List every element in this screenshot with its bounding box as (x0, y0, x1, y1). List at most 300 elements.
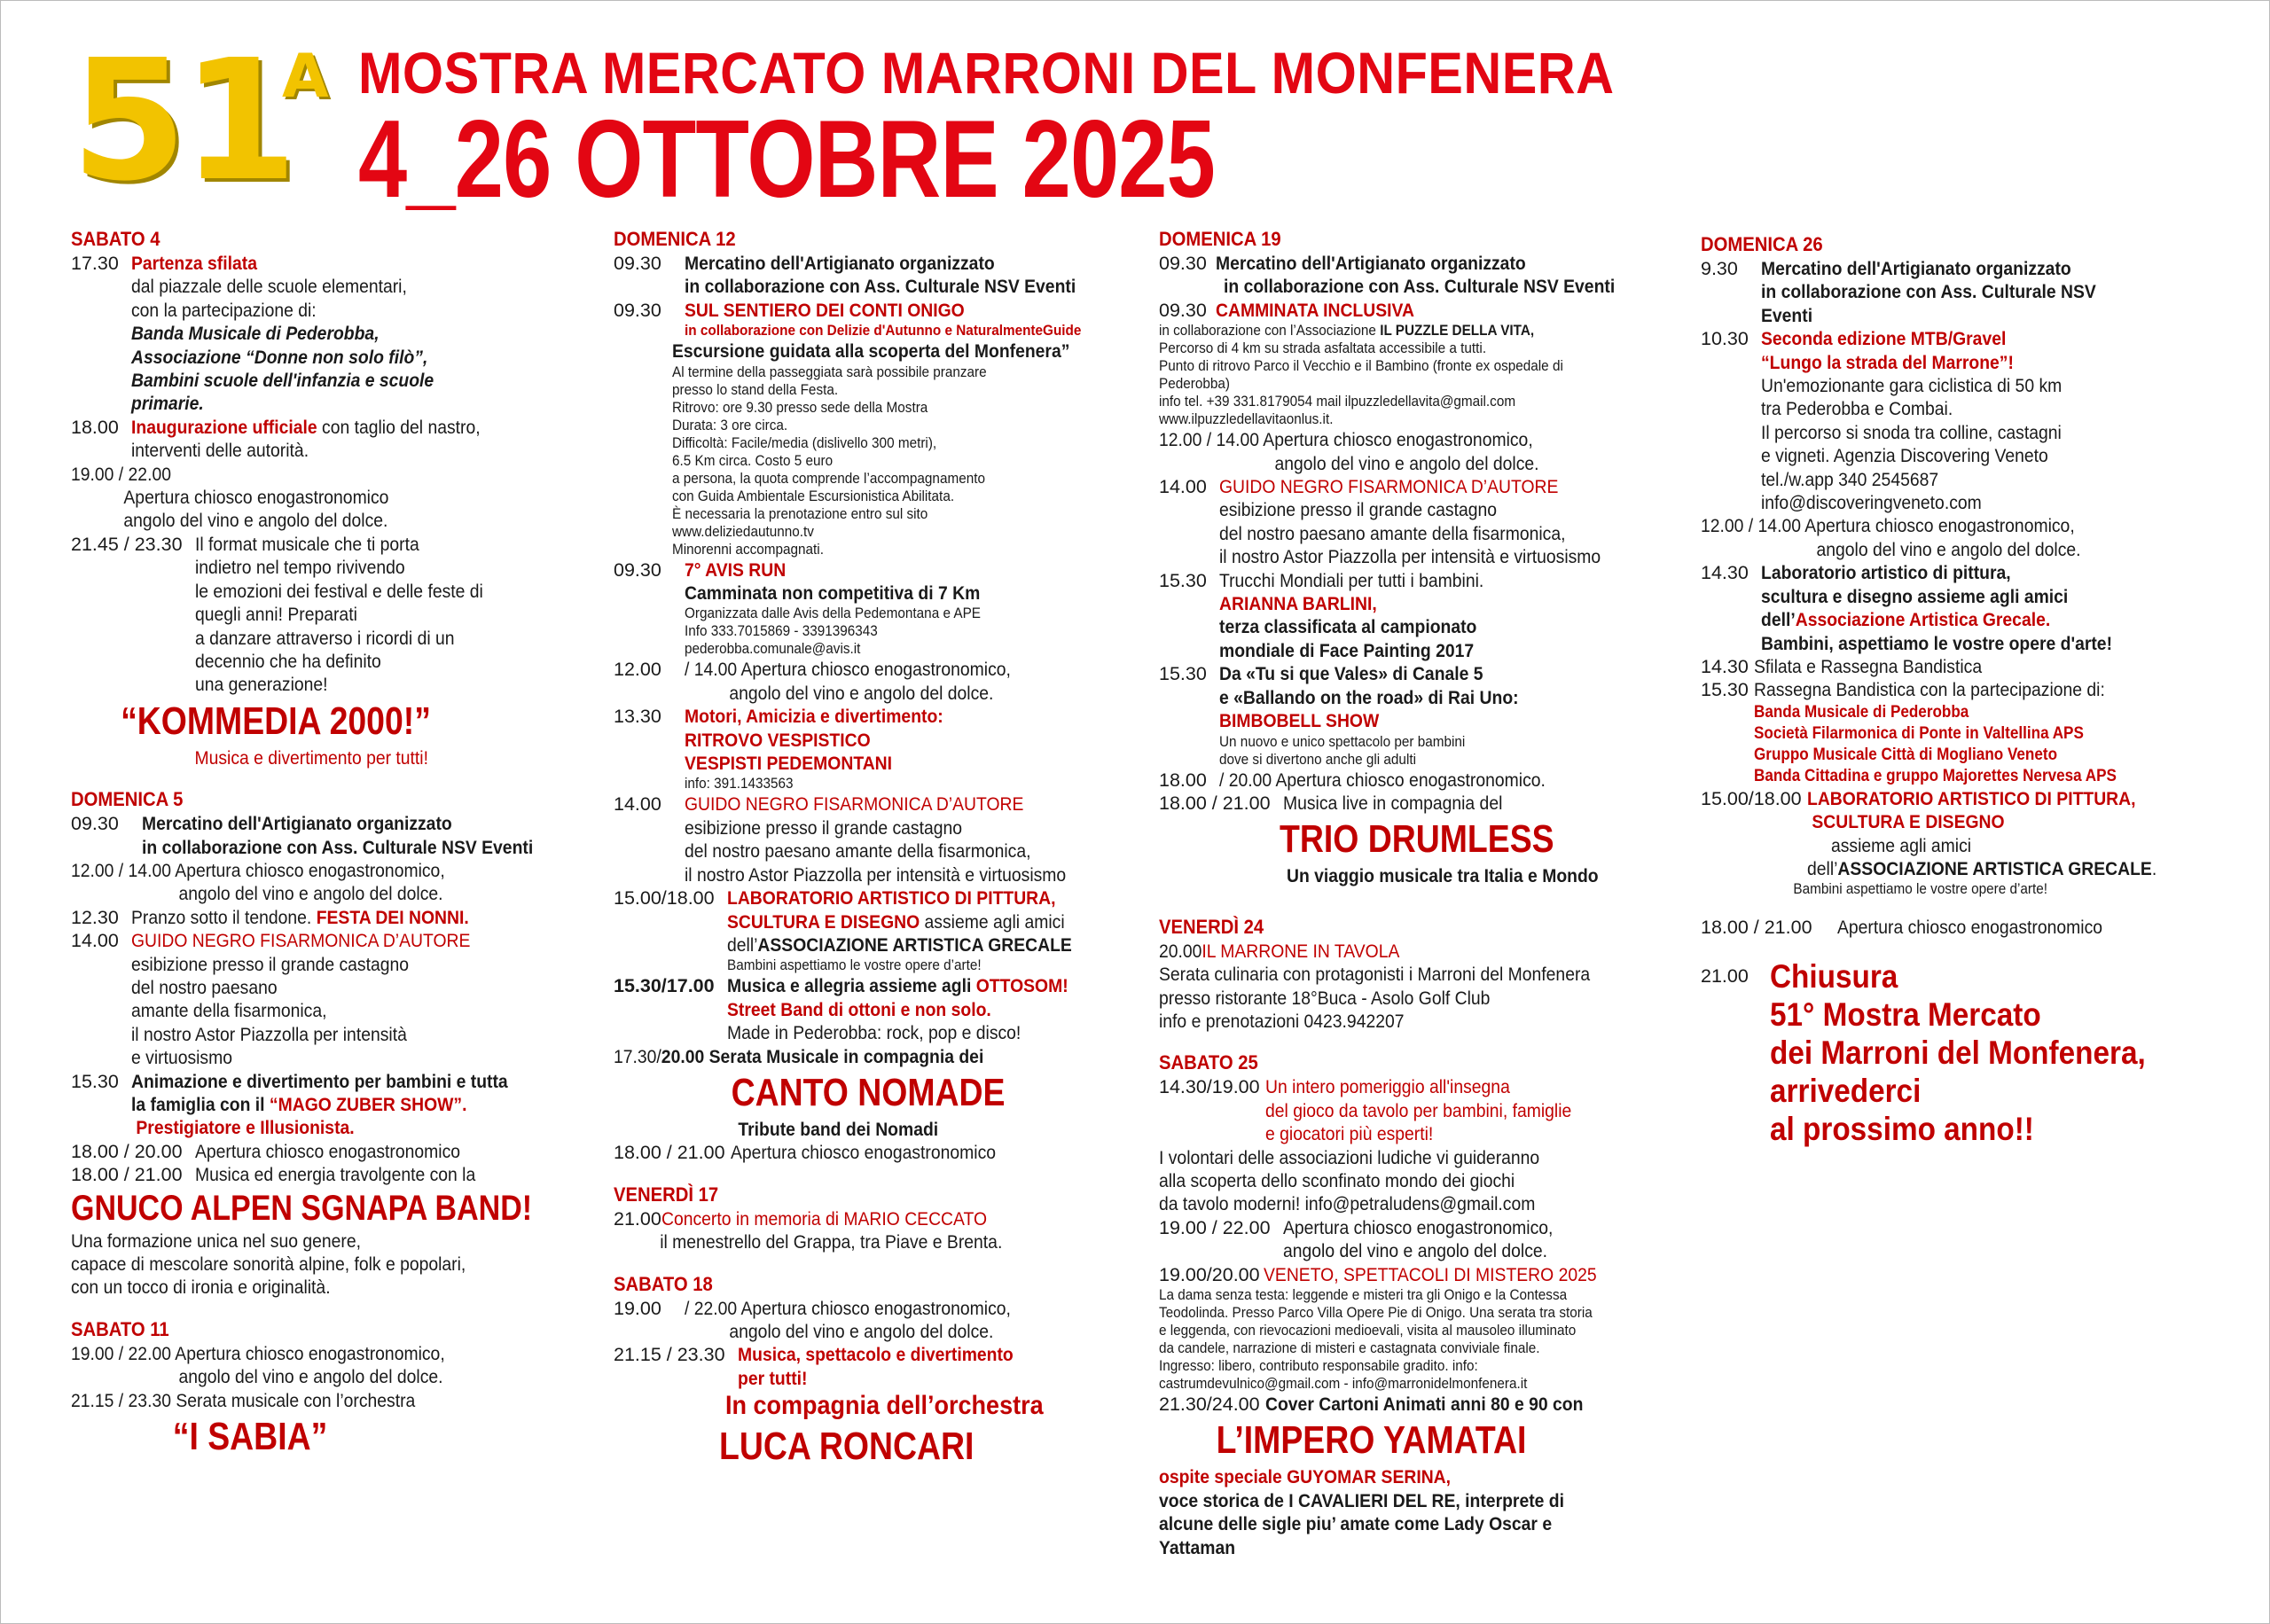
event-text: angolo del vino e angolo del dolce. (123, 510, 388, 532)
event-text: angolo del vino e angolo del dolce. (1816, 538, 2081, 560)
event-title: Seconda edizione MTB/Gravel (1761, 328, 2007, 350)
featured-act: “KOMMEDIA 2000!” (121, 699, 431, 743)
event-time: 09.30 (614, 299, 661, 321)
event-time: 15.30 (1159, 663, 1207, 685)
event-title: Partenza sfilata (130, 253, 257, 274)
event-time: 18.00 (1159, 769, 1207, 791)
event-text: castrumdevulnico@gmail.com - info@marronidelmonfenera.it (1159, 1375, 1528, 1392)
poster-header (71, 24, 2199, 221)
featured-act: CANTO NOMADE (731, 1070, 1006, 1114)
featured-act-subtitle: Musica e divertimento per tutti! (194, 746, 428, 769)
event-text: Difficoltà: Facile/media (dislivello 300 metri), (672, 433, 937, 451)
edition-number: 51 (71, 24, 293, 218)
event-title: Motori, Amicizia e divertimento: (685, 706, 943, 728)
event-text: e «Ballando on the road» di Rai Uno: (1218, 686, 1519, 708)
event-text: info: 391.1433563 (685, 775, 794, 792)
event-text: primarie. (130, 393, 204, 415)
event-time: 20.00 (1159, 940, 1202, 962)
event-text: SCULTURA E DISEGNO (1811, 811, 2005, 833)
event-text: del nostro paesano (130, 976, 278, 998)
event-title: Musica, spettacolo e divertimento (737, 1344, 1014, 1366)
event-text: esibizione presso il grande castagno (130, 953, 409, 975)
event-title: Mercatino dell'Artigianato organizzato (142, 813, 452, 835)
closing-text: Chiusura (1770, 957, 1898, 995)
event-text: “Lungo la strada del Marrone”! (1761, 351, 2014, 373)
program-event (71, 1389, 550, 1412)
event-text: assieme agli amici (919, 910, 1065, 933)
event-text: VESPISTI PEDEMONTANI (685, 753, 893, 775)
featured-act: GNUCO ALPEN SGNAPA BAND! (71, 1188, 533, 1228)
event-text: Serata Musicale in compagnia dei (708, 1045, 984, 1067)
program-event (71, 812, 550, 859)
event-text: info tel. +39 331.8179054 mail ilpuzzledellavita@gmail.com (1159, 393, 1516, 410)
event-time: 12.00 / 14.00 (1701, 515, 1801, 537)
event-text: Pranzo sotto il tendone. (130, 906, 317, 928)
event-text: ASSOCIAZIONE ARTISTICA GRECALE (1837, 857, 2152, 879)
event-text: RITROVO VESPISTICO (685, 729, 871, 751)
event-time: 12.00 / 14.00 (1159, 429, 1259, 451)
event-title: Inaugurazione ufficiale (130, 416, 317, 438)
event-text: Yattaman (1159, 1536, 1236, 1558)
event-time: 15.30 (1159, 569, 1207, 591)
program-event (614, 974, 1123, 1044)
program-event (71, 906, 550, 929)
event-text: angolo del vino e angolo del dolce. (729, 1320, 994, 1342)
event-text: una generazione! (194, 674, 328, 696)
event-text: Serata culinaria con protagonisti i Marroni del Monfenera (1159, 964, 1591, 986)
event-text: Trucchi Mondiali per tutti i bambini. (1218, 569, 1484, 591)
event-text: Percorso di 4 km su strada asfaltata accessibile a tutti. (1159, 340, 1487, 357)
band-name: Società Filarmonica di Ponte in Valtellina APS (1753, 723, 2084, 743)
program-event (1701, 327, 2197, 514)
event-time: 14.00 (614, 793, 661, 816)
event-text: con taglio del nastro, (317, 416, 481, 438)
event-title: LABORATORIO ARTISTICO DI PITTURA, (726, 887, 1056, 910)
program-column-1 (71, 227, 550, 1462)
featured-act: L’IMPERO YAMATAI (1216, 1418, 1527, 1463)
event-time: 19.00 (614, 1297, 661, 1319)
event-text: Al termine della passeggiata sarà possibile pranzare (672, 363, 987, 380)
event-text: e leggenda, con rievocazioni medioevali, visita al mausoleo illuminato (1159, 1322, 1577, 1339)
event-text: con Guida Ambientale Escursionistica Abilitata. (672, 487, 955, 504)
event-title: VENETO, SPETTACOLI DI MISTERO 2025 (1263, 1263, 1597, 1285)
event-text: Punto di ritrovo Parco il Vecchio e il Bambino (fronte ex ospedale di (1159, 357, 1563, 375)
program-event (1701, 514, 2197, 561)
day-heading: SABATO 25 (1159, 1051, 1258, 1074)
event-time: 21.45 / 23.30 (71, 533, 183, 555)
event-text: Bambini scuole dell'infanzia e scuole (130, 370, 434, 392)
event-time: 18.00 / 21.00 (614, 1142, 725, 1164)
event-text: da candele, narrazione di misteri e castagnata conviviale finale. (1159, 1339, 1540, 1356)
event-text: dell’ (726, 933, 758, 956)
day-heading: DOMENICA 19 (1159, 228, 1281, 250)
event-title: 7° AVIS RUN (685, 558, 787, 581)
program-event (614, 1045, 1123, 1068)
program-event (1159, 769, 1673, 792)
program-event (1159, 662, 1673, 768)
event-text: Street Band di ottoni e non solo. (726, 998, 991, 1020)
event-text: Bambini aspettiamo le vostre opere d’arte! (1793, 880, 2048, 898)
event-time: 19.00/20.00 (1159, 1263, 1260, 1285)
event-text: esibizione presso il grande castagno (685, 816, 963, 839)
program-event (614, 886, 1123, 974)
event-text: Apertura chiosco enogastronomico (194, 1140, 460, 1162)
event-text: In compagnia dell’orchestra (725, 1391, 1044, 1421)
featured-act: LUCA RONCARI (719, 1425, 975, 1469)
event-text: presso ristorante 18°Buca - Asolo Golf Club (1159, 987, 1491, 1009)
event-text: / 22.00 Apertura chiosco enogastronomico, (685, 1297, 1011, 1319)
event-link: info@discoveringveneto.com (1761, 492, 1982, 514)
event-text: interventi delle autorità. (130, 440, 309, 462)
event-time: 15.00/18.00 (1701, 787, 1802, 809)
event-time: 15.30/17.00 (614, 975, 715, 997)
event-time: 12.00 (614, 659, 661, 681)
closing-text: 51° Mostra Mercato (1770, 995, 2041, 1033)
event-title: Mercatino dell'Artigianato organizzato (1215, 253, 1526, 274)
band-name: Banda Cittadina e gruppo Majorettes Nervesa APS (1753, 766, 2117, 785)
event-text: angolo del vino e angolo del dolce. (1282, 1240, 1547, 1262)
program-event: 15.00/18.00 LABORATORIO ARTISTICO DI PITTURA, SCULTURA E DISEGNO assieme agli amici dell’ASSOCIAZIONE ARTISTICA GRECALE. (1701, 787, 2197, 881)
event-time: 17.30/ (614, 1045, 661, 1067)
program-event (614, 1297, 1123, 1344)
event-time: 21.00 (614, 1207, 661, 1230)
program-event (1159, 475, 1673, 569)
event-text: voce storica de I CAVALIERI DEL RE, interprete di (1159, 1489, 1564, 1511)
event-highlight: FESTA DEI NONNI. (316, 906, 469, 928)
event-text: Apertura chiosco enogastronomico, (1804, 515, 2075, 537)
program-event (614, 705, 1123, 792)
event-time: 20.00 (661, 1045, 705, 1067)
program-event (71, 1140, 550, 1163)
edition-superscript: A (282, 42, 329, 112)
event-title: Concerto in memoria di MARIO CECCATO (661, 1207, 987, 1230)
event-title: CAMMINATA INCLUSIVA (1215, 299, 1414, 321)
event-text: con la partecipazione di: (130, 299, 317, 321)
event-title: Musica e allegria assieme agli (726, 975, 976, 997)
event-time: 19.00 / 22.00 (71, 463, 171, 485)
event-text: ASSOCIAZIONE ARTISTICA GRECALE (757, 933, 1072, 956)
program-event (614, 1343, 1123, 1390)
event-time: 09.30 (1159, 299, 1207, 321)
event-highlight: OTTOSOM! (975, 975, 1068, 997)
event-time: 21.15 / 23.30 (71, 1389, 171, 1411)
event-text: dove si divertono anche gli adulti (1218, 750, 1416, 768)
event-text: in collaborazione con Ass. Culturale NSV Eventi (142, 836, 534, 858)
event-text: per tutti! (737, 1367, 807, 1389)
event-text: Prestigiatore e Illusionista. (136, 1117, 355, 1139)
event-text: Bambini aspettiamo le vostre opere d’arte! (726, 956, 982, 974)
event-text: Il percorso si snoda tra colline, castagni (1761, 421, 2062, 443)
event-title: IL MARRONE IN TAVOLA (1202, 940, 1400, 962)
program-event (1159, 428, 1673, 475)
event-title: BIMBOBELL SHOW (1218, 710, 1380, 732)
program-event (614, 1141, 1123, 1164)
program-column-4 (1701, 227, 2197, 1148)
event-text: Apertura chiosco enogastronomico, (1282, 1216, 1553, 1238)
event-title: SUL SENTIERO DEI CONTI ONIGO (685, 299, 965, 321)
program-event (71, 1070, 550, 1140)
event-time: 09.30 (614, 253, 661, 274)
event-text: decennio che ha definito (194, 650, 381, 672)
event-title: Un intero pomeriggio all'insegna (1264, 1076, 1510, 1098)
program-column-2 (614, 227, 1123, 1472)
event-time: 21.30/24.00 (1159, 1394, 1260, 1415)
event-text: Eventi (1761, 304, 1813, 326)
event-text: 6.5 Km circa. Costo 5 euro (672, 451, 834, 469)
event-title: MOSTRA MERCATO MARRONI DEL MONFENERA (358, 40, 1615, 105)
event-link: www.deliziedautunno.tv (672, 522, 814, 540)
program-event (1701, 655, 2197, 678)
event-text: Musica live in compagnia del (1282, 792, 1502, 814)
event-text: dell’ (1806, 857, 1838, 879)
event-time: 09.30 (71, 813, 119, 835)
event-text: tra Pederobba e Combai. (1761, 398, 1953, 420)
event-title: GUIDO NEGRO FISARMONICA D’AUTORE (130, 930, 471, 952)
event-text: ospite speciale GUYOMAR SERINA, (1159, 1466, 1452, 1488)
event-text: / 14.00 Apertura chiosco enogastronomico, (685, 659, 1011, 681)
event-text: Bambini, aspettiamo le vostre opere d'arte! (1760, 632, 2112, 654)
event-text: Una formazione unica nel suo genere, (71, 1230, 362, 1252)
event-text: Made in Pederobba: rock, pop e disco! (726, 1022, 1021, 1044)
event-time: 13.30 (614, 706, 661, 728)
event-text: in collaborazione con Ass. Culturale NSV (1761, 281, 2096, 303)
event-text: terza classificata al campionato (1218, 616, 1477, 638)
event-text: in collaborazione con Ass. Culturale NSV Eventi (1223, 276, 1616, 298)
event-time: 15.30 (71, 1070, 119, 1092)
event-time: 12.30 (71, 906, 119, 928)
event-text: con un tocco di ironia e originalità. (71, 1277, 331, 1299)
program-event (71, 1342, 550, 1389)
program-event (1701, 916, 2197, 939)
day-heading: VENERDÌ 24 (1159, 915, 1264, 938)
program-event (1159, 1393, 1673, 1416)
event-text: Apertura chiosco enogastronomico (123, 487, 389, 509)
event-time: 18.00 / 21.00 (1701, 917, 1812, 939)
band-name: Banda Musicale di Pederobba (1753, 702, 1969, 722)
program-event (1701, 678, 2197, 786)
program-event-details (614, 340, 1123, 558)
event-time: 09.30 (1159, 253, 1207, 274)
event-text: a danzare attraverso i ricordi di un (194, 627, 455, 649)
event-time: 14.00 (1159, 476, 1207, 498)
event-time: 21.15 / 23.30 (614, 1344, 725, 1366)
event-text: indietro nel tempo rivivendo (194, 557, 405, 579)
event-title: Laboratorio artistico di pittura, (1760, 562, 2011, 584)
program-event (614, 1207, 1123, 1230)
event-time: 14.30 (1701, 655, 1749, 677)
program-event (1159, 792, 1673, 815)
event-title: GUIDO NEGRO FISARMONICA D’AUTORE (685, 793, 1024, 816)
event-text: e virtuosismo (130, 1047, 232, 1069)
closing-text: dei Marroni del Monfenera, (1770, 1034, 2146, 1071)
program-event (1159, 569, 1673, 663)
featured-act: TRIO DRUMLESS (1280, 817, 1554, 862)
event-text: e giocatori più esperti! (1264, 1123, 1433, 1145)
featured-act-subtitle: Tribute band dei Nomadi (738, 1118, 939, 1140)
event-highlight: “MAGO ZUBER SHOW”. (269, 1094, 467, 1115)
event-title: Animazione e divertimento per bambini e tutta (130, 1070, 508, 1092)
event-time: 14.30 (1701, 562, 1749, 584)
closing-text: al prossimo anno!! (1770, 1110, 2034, 1147)
event-text: assieme agli amici (1830, 834, 1971, 856)
program-event (614, 299, 1123, 340)
program-event (71, 1163, 550, 1186)
day-heading: VENERDÌ 17 (614, 1183, 719, 1206)
event-text: Rassegna Bandistica con la partecipazione di: (1753, 679, 2105, 701)
event-time: 18.00 / 20.00 (71, 1140, 183, 1162)
event-text: Banda Musicale di Pederobba, (130, 323, 380, 345)
event-text: Da «Tu si que Vales» di Canale 5 (1218, 663, 1483, 685)
event-time: 15.00/18.00 (614, 887, 715, 910)
program-event (71, 463, 550, 533)
program-event (1159, 1263, 1673, 1286)
day-heading: DOMENICA 26 (1701, 233, 1823, 255)
event-text: presso lo stand della Festa. (672, 380, 839, 398)
event-text: Il format musicale che ti porta (194, 533, 419, 555)
event-title: LABORATORIO ARTISTICO DI PITTURA, (1806, 787, 2136, 809)
event-text: Apertura chiosco enogastronomico, (1263, 429, 1533, 451)
event-dates: 4_26 OTTOBRE 2025 (358, 98, 1216, 221)
event-text: Un nuovo e unico spettacolo per bambini (1218, 732, 1466, 750)
program-event (1701, 257, 2197, 327)
event-text: È necessaria la prenotazione entro sul sito (672, 504, 928, 522)
event-time: 09.30 (614, 558, 661, 581)
event-time: 19.00 / 22.00 (71, 1342, 171, 1364)
event-text: Apertura chiosco enogastronomico, (175, 1342, 445, 1364)
day-heading: SABATO 18 (614, 1272, 713, 1295)
program-event (1159, 252, 1673, 299)
event-text: il nostro Astor Piazzolla per intensità (130, 1023, 407, 1045)
event-text: il menestrello del Grappa, tra Piave e Brenta. (660, 1231, 1003, 1253)
event-text: Cover Cartoni Animati anni 80 e 90 con (1264, 1394, 1584, 1415)
event-text: dell’ (1760, 609, 1796, 631)
event-text: Ritrovo: ore 9.30 presso sede della Mostra (672, 398, 928, 416)
closing-text: arrivederci (1770, 1072, 1922, 1109)
day-heading: DOMENICA 12 (614, 228, 736, 250)
event-text: Ingresso: libero, contributo responsabile gradito. info: (1159, 1357, 1478, 1374)
event-text: Musica ed energia travolgente con la (194, 1164, 475, 1186)
program-event (614, 658, 1123, 705)
event-text: dal piazzale delle scuole elementari, (130, 276, 407, 298)
event-text: amante della fisarmonica, (130, 1000, 327, 1022)
event-text: Sfilata e Rassegna Bandistica (1753, 655, 1982, 677)
program-event (614, 558, 1123, 659)
featured-act-subtitle: Un viaggio musicale tra Italia e Mondo (1287, 865, 1599, 887)
event-title: Mercatino dell'Artigianato organizzato (1761, 258, 2071, 279)
event-text: SCULTURA E DISEGNO (726, 910, 920, 933)
event-text: alla scoperta dello sconfinato mondo dei giochi (1159, 1169, 1515, 1191)
event-text: info e prenotazioni 0423.942207 (1159, 1010, 1405, 1032)
event-text: Escursione guidata alla scoperta del Monfenera” (672, 340, 1070, 363)
event-text: Serata musicale con l’orchestra (176, 1389, 416, 1411)
event-text: Minorenni accompagnati. (672, 540, 824, 558)
program-event (71, 533, 550, 697)
event-text: in collaborazione con Ass. Culturale NSV Eventi (685, 276, 1076, 298)
event-text: I volontari delle associazioni ludiche vi guideranno (1159, 1146, 1540, 1168)
program-event (71, 859, 550, 906)
event-text: le emozioni dei festival e delle feste di (194, 580, 483, 602)
event-text: Un'emozionante gara ciclistica di 50 km (1761, 375, 2063, 397)
event-text: Pederobba) (1159, 375, 1230, 393)
program-event (1701, 561, 2197, 655)
event-text: da tavolo moderni! info@petraludens@gmail.com (1159, 1193, 1536, 1215)
event-text: mondiale di Face Painting 2017 (1218, 639, 1474, 661)
program-event (614, 252, 1123, 299)
event-text: in collaborazione con l’Associazione (1159, 322, 1381, 340)
event-text: angolo del vino e angolo del dolce. (178, 1366, 443, 1388)
program-event (71, 416, 550, 463)
event-text: e vigneti. Agenzia Discovering Veneto (1761, 445, 2048, 467)
event-text: la famiglia con il (130, 1094, 270, 1115)
program-event (1159, 299, 1673, 322)
event-text: del gioco da tavolo per bambini, famiglie (1264, 1099, 1571, 1121)
event-title: GUIDO NEGRO FISARMONICA D’AUTORE (1218, 476, 1559, 498)
event-time: 18.00 / 21.00 (1159, 792, 1271, 814)
program-column-3 (1159, 227, 1673, 1559)
event-text: del nostro paesano amante della fisarmonica, (685, 840, 1031, 863)
event-text: del nostro paesano amante della fisarmonica, (1218, 522, 1566, 544)
program-event (71, 929, 550, 1069)
program-event (614, 792, 1123, 886)
event-text: angolo del vino e angolo del dolce. (178, 883, 443, 905)
event-text: alcune delle sigle piu’ amate come Lady Oscar e (1159, 1513, 1553, 1535)
event-text: La dama senza testa: leggende e misteri tra gli Onigo e la Contessa (1159, 1286, 1568, 1303)
event-text: Apertura chiosco enogastronomico (1836, 917, 2102, 939)
event-text: in collaborazione con Delizie d'Autunno e NaturalmenteGuide (685, 322, 1082, 340)
event-time: 18.00 (71, 416, 119, 438)
event-text: pederobba.comunale@avis.it (685, 640, 861, 658)
event-time: 18.00 / 21.00 (71, 1164, 183, 1186)
program-event (1159, 1075, 1673, 1145)
band-name: Gruppo Musicale Città di Mogliano Veneto (1753, 745, 2057, 764)
featured-act: “I SABIA” (172, 1415, 328, 1459)
event-time: 12.00 / 14.00 (71, 859, 171, 881)
event-text: Durata: 3 ore circa. (672, 416, 788, 433)
event-text: Teodolinda. Presso Parco Villa Opere Pie di Onigo. Una serata tra storia (1159, 1304, 1593, 1321)
event-text: il nostro Astor Piazzolla per intensità e virtuosismo (1218, 546, 1601, 568)
event-text: Organizzata dalle Avis della Pedemontana e APE (685, 605, 981, 622)
day-heading: SABATO 11 (71, 1317, 169, 1340)
event-text: quegli anni! Preparati (194, 604, 357, 626)
day-heading: DOMENICA 5 (71, 788, 184, 811)
event-text: IL PUZZLE DELLA VITA, (1380, 322, 1535, 340)
event-text: Apertura chiosco enogastronomico, (175, 859, 445, 881)
event-time: 14.00 (71, 930, 119, 952)
event-text: / 20.00 Apertura chiosco enogastronomico. (1218, 769, 1546, 791)
event-text: esibizione presso il grande castagno (1218, 499, 1497, 521)
event-time: 17.30 (71, 253, 119, 274)
program-event (1159, 1216, 1673, 1263)
event-text: a persona, la quota comprende l’accompagnamento (672, 469, 985, 487)
event-text: Info 333.7015869 - 3391396343 (685, 622, 878, 640)
event-text: tel./w.app 340 2545687 (1761, 468, 1939, 490)
event-time: 19.00 / 22.00 (1159, 1216, 1271, 1238)
day-heading: SABATO 4 (71, 228, 160, 250)
event-text: Camminata non competitiva di 7 Km (685, 582, 981, 605)
event-time: 21.00 (1701, 964, 1749, 987)
event-link: www.ilpuzzledellavitaonlus.it. (1159, 410, 1334, 428)
event-time: 14.30/19.00 (1159, 1076, 1260, 1098)
closing-event (1701, 957, 2197, 1148)
event-text: Apertura chiosco enogastronomico (730, 1142, 996, 1164)
event-text: Associazione “Donne non solo filò”, (130, 346, 428, 368)
event-text: scultura e disegno assieme agli amici (1760, 585, 2069, 607)
event-title: ARIANNA BARLINI, (1218, 593, 1377, 615)
event-highlight: Associazione Artistica Grecale. (1795, 609, 2051, 631)
event-text: angolo del vino e angolo del dolce. (729, 682, 994, 704)
event-time: 10.30 (1701, 328, 1749, 350)
event-time: 15.30 (1701, 679, 1749, 701)
